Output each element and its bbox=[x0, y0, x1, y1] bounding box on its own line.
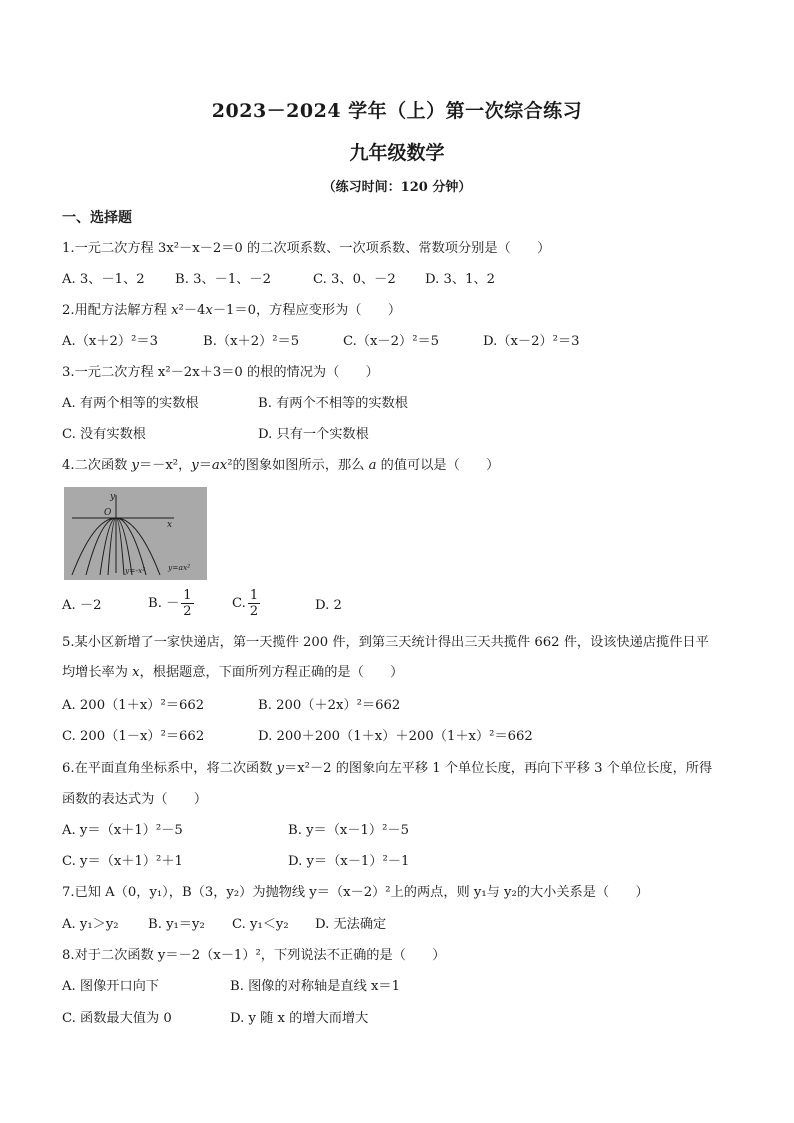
curve-label-left: y=-x² bbox=[125, 566, 146, 575]
q3-option-c: C. 没有实数根 bbox=[62, 427, 146, 442]
q4-option-a: A. －2 bbox=[62, 598, 102, 613]
q4-stem-post: 的值可以是（ ） bbox=[376, 458, 500, 473]
exam-subject: 九年级数学 bbox=[349, 142, 445, 164]
q4-stem bbox=[62, 457, 499, 475]
q6-stem-line2: 函数的表达式为（ ） bbox=[62, 792, 208, 807]
q1-option-d: D. 3、1、2 bbox=[425, 272, 496, 287]
q4-option-d: D. 2 bbox=[315, 598, 342, 613]
fraction-numerator: 1 bbox=[183, 588, 192, 603]
q8-option-c: C. 函数最大值为 0 bbox=[62, 1011, 172, 1026]
q2-stem-pre: 2.用配方法解方程 bbox=[62, 303, 172, 318]
q5-line2-post: ，根据题意，下面所列方程正确的是（ ） bbox=[139, 665, 404, 680]
q4-stem-pre: 4.二次函数 bbox=[62, 458, 132, 473]
fraction-numerator: 1 bbox=[249, 588, 259, 603]
q6-option-d: D. y＝（x－1）²－1 bbox=[288, 854, 410, 869]
q4-stem-e3: ²的图象如图所示，那么 bbox=[227, 458, 369, 473]
q5-stem-line1: 5.某小区新增了一家快递店，第一天揽件 200 件，到第三天统计得出三天共揽件 662 件，设该快递店揽件日平 bbox=[62, 635, 709, 650]
q5-line2-pre: 均增长率为 bbox=[62, 665, 133, 680]
fraction-denominator: 2 bbox=[183, 604, 192, 619]
q2-option-b: B.（x＋2）²＝5 bbox=[203, 334, 300, 349]
origin-label: O bbox=[104, 508, 112, 518]
q3-option-a: A. 有两个相等的实数根 bbox=[62, 396, 199, 411]
exam-title: 2023－2024 学年（上）第一次综合练习 bbox=[211, 100, 583, 122]
axis-y-label: y bbox=[110, 492, 116, 502]
q4-stem-ax: ax bbox=[211, 458, 228, 473]
q7-option-c: C. y₁＜y₂ bbox=[232, 917, 289, 932]
q4-stem-a: a bbox=[368, 458, 377, 473]
fraction-denominator: 2 bbox=[249, 604, 259, 619]
q3-option-d: D. 只有一个实数根 bbox=[258, 427, 369, 442]
q2-stem-mid: ²－4 bbox=[178, 303, 206, 318]
q6-option-a: A. y＝（x＋1）²－5 bbox=[62, 823, 183, 838]
q4-option-c-prefix: C. bbox=[232, 596, 246, 611]
q1-option-b: B. 3、－1、－2 bbox=[175, 272, 271, 287]
q5-option-a: A. 200（1＋x）²＝662 bbox=[62, 698, 205, 713]
q5-option-b: B. 200（＋2x）²＝662 bbox=[258, 698, 401, 713]
q1-stem: 1.一元二次方程 3x²－x－2＝0 的二次项系数、一次项系数、常数项分别是（ ） bbox=[62, 241, 551, 256]
q8-stem: 8.对于二次函数 y＝－2（x－1）²，下列说法不正确的是（ ） bbox=[62, 948, 446, 963]
q4-option-c-fraction bbox=[248, 588, 260, 619]
q6-stem-line1 bbox=[62, 760, 712, 778]
q1-option-c: C. 3、0、－2 bbox=[313, 272, 396, 287]
q4-stem-y2: y bbox=[191, 458, 199, 473]
q3-stem: 3.一元二次方程 x²－2x＋3＝0 的根的情况为（ ） bbox=[62, 365, 379, 380]
q2-option-c: C.（x－2）²＝5 bbox=[343, 334, 440, 349]
exam-time: （练习时间：120 分钟） bbox=[322, 180, 472, 195]
q5-stem-line2 bbox=[62, 664, 403, 682]
axis-x-label: x bbox=[167, 520, 173, 530]
q2-option-a: A.（x＋2）²＝3 bbox=[62, 334, 158, 349]
q2-option-d: D.（x－2）²＝3 bbox=[483, 334, 580, 349]
q4-option-b-fraction bbox=[181, 588, 193, 619]
q5-option-c: C. 200（1－x）²＝662 bbox=[62, 729, 205, 744]
q6-line1-y: y bbox=[276, 761, 285, 776]
q6-option-c: C. y＝（x＋1）²＋1 bbox=[62, 854, 183, 869]
q1-option-a: A. 3、－1、2 bbox=[62, 272, 145, 287]
q5-option-d: D. 200＋200（1＋x）＋200（1＋x）²＝662 bbox=[258, 729, 533, 744]
q7-option-a: A. y₁＞y₂ bbox=[62, 917, 119, 932]
q5-line2-x: x bbox=[132, 665, 140, 680]
q4-stem-e2: ＝ bbox=[198, 458, 212, 473]
q6-line1-pre: 6.在平面直角坐标系中，将二次函数 bbox=[62, 761, 277, 776]
q2-stem-post: －1＝0，方程应变形为（ ） bbox=[212, 303, 402, 318]
section-title: 一、选择题 bbox=[62, 210, 132, 226]
q8-option-d: D. y 随 x 的增大而增大 bbox=[230, 1011, 369, 1026]
q4-option-c bbox=[232, 588, 262, 619]
q7-stem: 7.已知 A（0，y₁），B（3，y₂）为抛物线 y＝（x－2）²上的两点，则 y₁与 y₂的大小关系是（ ） bbox=[62, 885, 649, 900]
q6-line1-post: ＝x²－2 的图象向左平移 1 个单位长度，再向下平移 3 个单位长度，所得 bbox=[284, 761, 713, 776]
q4-stem-e1: ＝－x²， bbox=[138, 458, 192, 473]
q4-option-b-prefix: B. － bbox=[148, 596, 180, 611]
q6-option-b: B. y＝（x－1）²－5 bbox=[288, 823, 409, 838]
q8-option-a: A. 图像开口向下 bbox=[62, 979, 160, 994]
q4-option-b bbox=[148, 588, 196, 619]
curve-label-right: y=ax² bbox=[168, 563, 191, 572]
q3-option-b: B. 有两个不相等的实数根 bbox=[258, 396, 408, 411]
q8-option-b: B. 图像的对称轴是直线 x＝1 bbox=[230, 979, 400, 994]
q4-parabola-figure bbox=[64, 487, 207, 580]
q2-stem bbox=[62, 302, 401, 320]
q2-stem-x: x bbox=[171, 303, 179, 318]
q4-stem-y1: y bbox=[131, 458, 139, 473]
q7-option-d: D. 无法确定 bbox=[315, 917, 387, 932]
q7-option-b: B. y₁＝y₂ bbox=[148, 917, 205, 932]
q2-stem-x2: x bbox=[205, 303, 213, 318]
